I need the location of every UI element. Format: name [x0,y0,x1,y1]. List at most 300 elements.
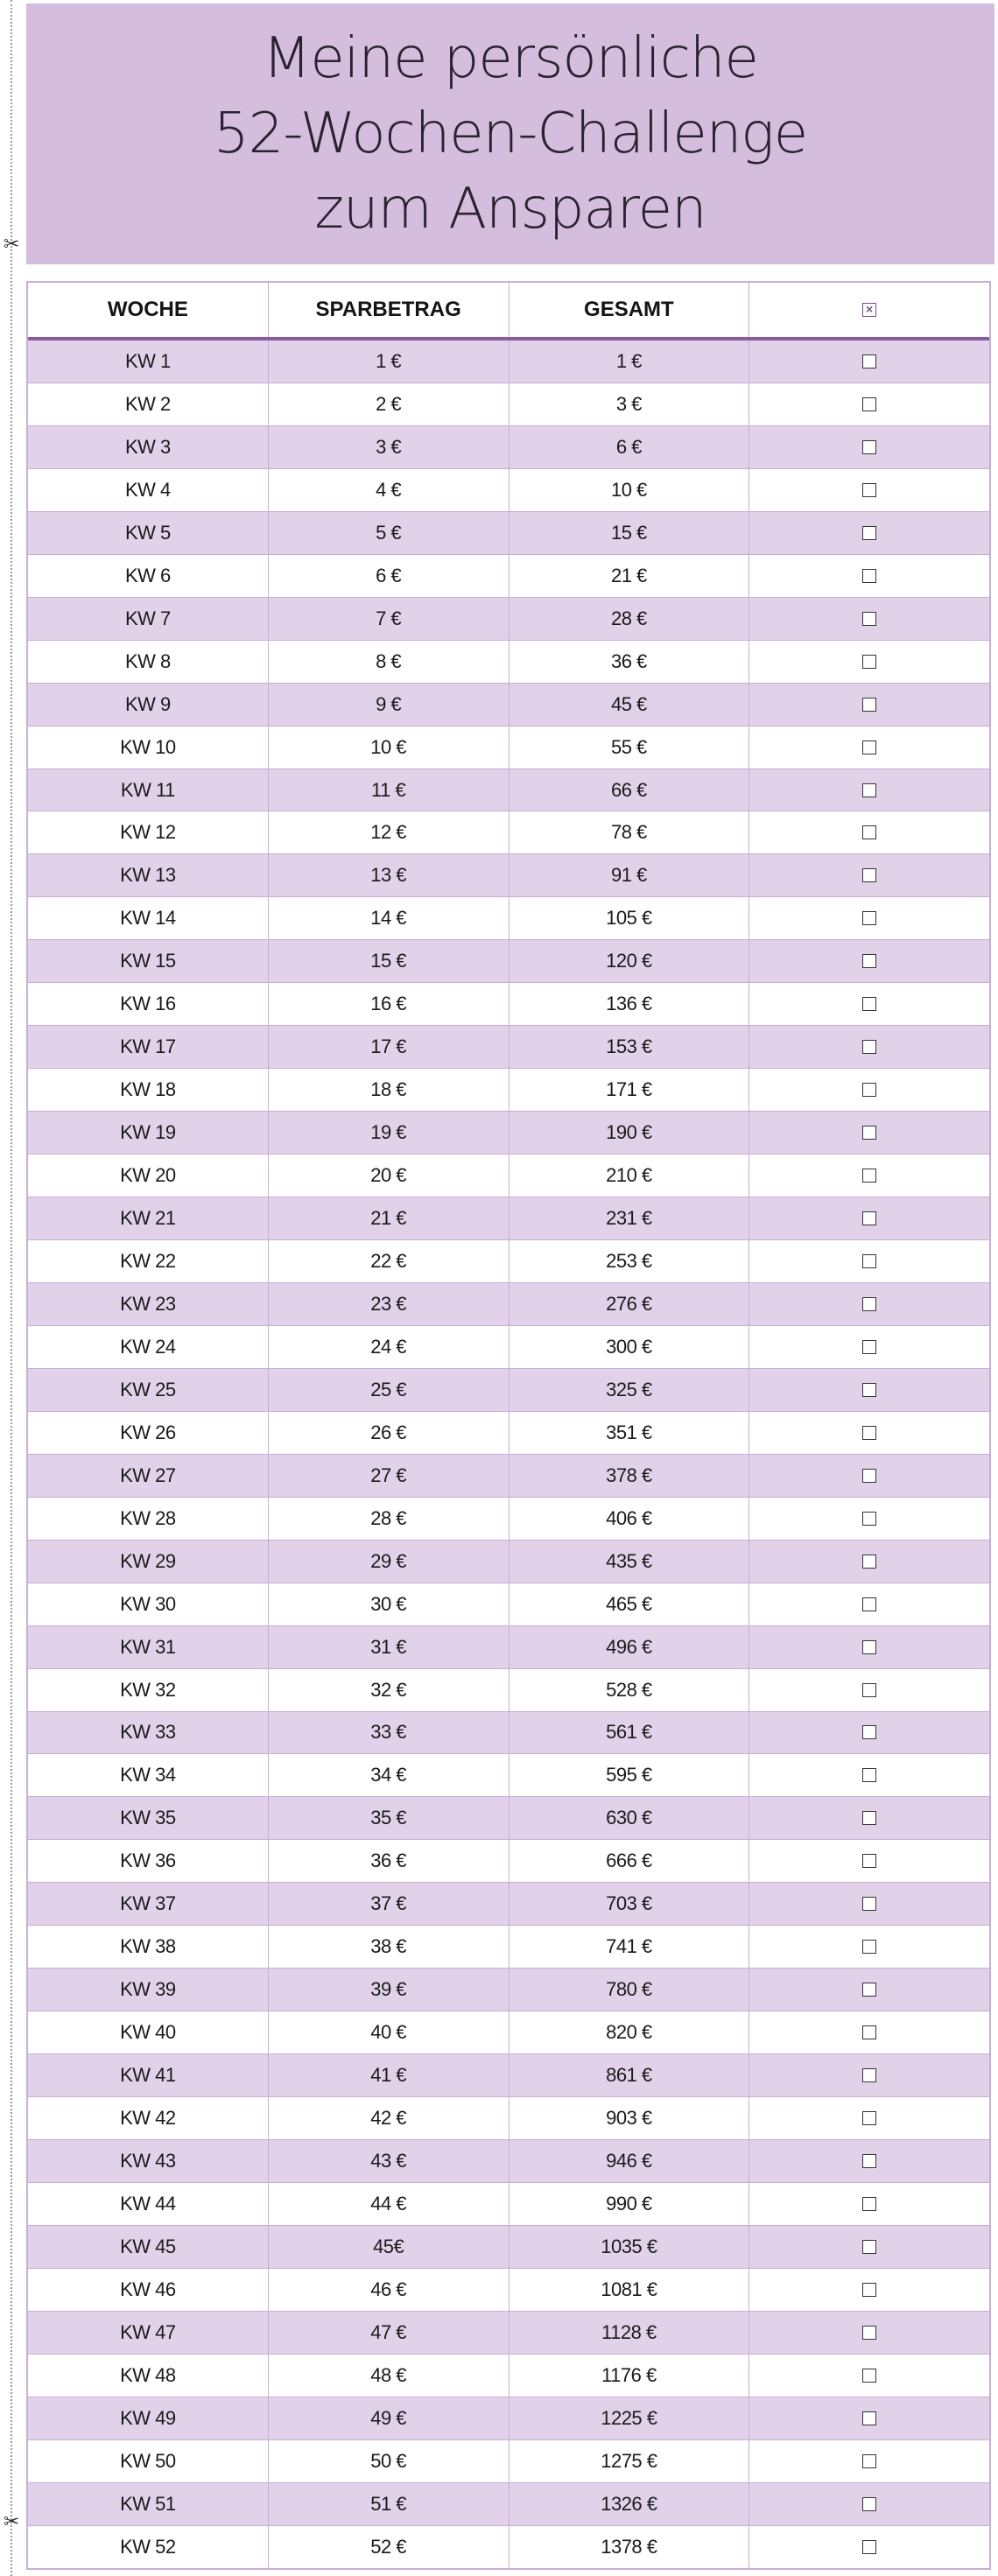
amount-cell: 33 € [269,1712,510,1754]
table-row [28,1283,989,1326]
table-row [28,769,989,812]
amount-cell: 27 € [269,1455,510,1497]
table-row [28,2483,989,2526]
checkbox-icon[interactable] [862,1126,876,1140]
amount-cell: 17 € [269,1026,510,1068]
savings-table [26,281,991,2570]
column-header-check [749,283,989,337]
week-cell: KW 18 [28,1069,269,1111]
total-cell: 741 € [510,1926,750,1968]
checkbox-icon[interactable] [862,1897,876,1911]
amount-cell: 31 € [269,1626,510,1668]
checkbox-icon[interactable] [862,1683,876,1697]
check-cell [749,2140,989,2182]
week-cell: KW 45 [28,2226,269,2268]
amount-cell: 49 € [269,2397,510,2439]
week-cell: KW 13 [28,854,269,896]
checkbox-icon[interactable] [862,1254,876,1268]
total-cell: 1176 € [510,2355,750,2397]
week-cell: KW 20 [28,1155,269,1197]
amount-cell: 12 € [269,811,510,853]
table-row [28,1197,989,1240]
check-cell [749,2440,989,2482]
total-cell: 406 € [510,1498,750,1540]
week-cell: KW 29 [28,1541,269,1583]
week-cell: KW 21 [28,1197,269,1239]
checkbox-icon[interactable] [862,1083,876,1097]
checkbox-icon[interactable] [862,2497,876,2511]
cut-line [11,0,12,2576]
check-cell [749,726,989,769]
amount-cell: 20 € [269,1155,510,1197]
title-line: Meine persönliche [263,26,758,91]
amount-cell: 2 € [269,383,510,425]
amount-cell: 23 € [269,1283,510,1325]
table-row [28,598,989,641]
checkbox-icon[interactable] [862,354,876,369]
checkbox-icon[interactable] [862,2369,876,2383]
table-row [28,2526,989,2569]
checkbox-icon[interactable] [862,1725,876,1739]
checkbox-icon[interactable] [862,1768,876,1782]
amount-cell: 52 € [269,2526,510,2568]
checkbox-icon[interactable] [862,954,876,968]
check-cell [749,1412,989,1454]
week-cell: KW 9 [28,684,269,726]
week-cell: KW 38 [28,1926,269,1968]
check-cell [749,2397,989,2439]
check-cell [749,854,989,896]
total-cell: 325 € [510,1369,750,1411]
amount-cell: 43 € [269,2140,510,2182]
total-cell: 1326 € [510,2483,750,2525]
checkbox-icon[interactable] [862,997,876,1011]
total-cell: 1081 € [510,2269,750,2311]
check-cell [749,1840,989,1882]
checkbox-icon[interactable] [862,655,876,669]
checkbox-icon[interactable] [862,1340,876,1354]
table-row [28,1240,989,1283]
total-cell: 105 € [510,897,750,939]
table-row [28,2355,989,2397]
check-cell [749,1069,989,1111]
checkbox-icon[interactable] [862,1640,876,1654]
week-cell: KW 27 [28,1455,269,1497]
week-cell: KW 3 [28,426,269,468]
table-row [28,555,989,598]
total-cell: 630 € [510,1797,750,1839]
amount-cell: 39 € [269,1969,510,2011]
week-cell: KW 44 [28,2183,269,2225]
table-row [28,1754,989,1797]
amount-cell: 34 € [269,1754,510,1796]
week-cell: KW 5 [28,512,269,554]
amount-cell: 36 € [269,1840,510,1882]
checkbox-icon[interactable] [862,698,876,712]
checked-box-icon: × [862,303,876,317]
checkbox-icon[interactable] [862,2240,876,2254]
table-row [28,811,989,854]
check-cell [749,1240,989,1282]
check-cell [749,2097,989,2139]
table-row [28,1712,989,1755]
checkbox-icon[interactable] [862,483,876,497]
week-cell: KW 17 [28,1026,269,1068]
week-cell: KW 30 [28,1583,269,1625]
check-cell [749,383,989,425]
week-cell: KW 24 [28,1326,269,1368]
checkbox-icon[interactable] [862,911,876,925]
week-cell: KW 19 [28,1112,269,1154]
total-cell: 3 € [510,383,750,425]
checkbox-icon[interactable] [862,1597,876,1611]
checkbox-icon[interactable] [862,2326,876,2340]
check-cell [749,1883,989,1925]
total-cell: 435 € [510,1541,750,1583]
amount-cell: 40 € [269,2011,510,2053]
table-row [28,2269,989,2312]
checkbox-icon[interactable] [862,2454,876,2468]
checkbox-icon[interactable] [862,2197,876,2211]
check-cell [749,1283,989,1325]
amount-cell: 35 € [269,1797,510,1839]
total-cell: 378 € [510,1455,750,1497]
amount-cell: 29 € [269,1541,510,1583]
total-cell: 171 € [510,1069,750,1111]
amount-cell: 9 € [269,684,510,726]
checkbox-icon[interactable] [862,1811,876,1825]
table-row [28,1112,989,1155]
check-cell [749,983,989,1025]
check-cell [749,340,989,383]
amount-cell: 3 € [269,426,510,468]
checkbox-icon[interactable] [862,1169,876,1183]
amount-cell: 41 € [269,2054,510,2096]
week-cell: KW 2 [28,383,269,425]
amount-cell: 28 € [269,1498,510,1540]
checkbox-icon[interactable] [862,1512,876,1526]
table-row [28,2312,989,2355]
table-row [28,340,989,383]
table-row [28,1155,989,1197]
table-row [28,1883,989,1926]
week-cell: KW 4 [28,469,269,511]
total-cell: 561 € [510,1712,750,1754]
week-cell: KW 14 [28,897,269,939]
check-cell [749,1926,989,1968]
amount-cell: 11 € [269,769,510,811]
amount-cell: 42 € [269,2097,510,2139]
table-row [28,2011,989,2054]
total-cell: 15 € [510,512,750,554]
total-cell: 595 € [510,1754,750,1796]
check-cell [749,1797,989,1839]
checkbox-icon[interactable] [862,825,876,839]
checkbox-icon[interactable] [862,2411,876,2425]
table-row [28,2440,989,2483]
week-cell: KW 10 [28,726,269,769]
week-cell: KW 23 [28,1283,269,1325]
check-cell [749,1583,989,1625]
table-row [28,2183,989,2226]
amount-cell: 47 € [269,2312,510,2354]
week-cell: KW 35 [28,1797,269,1839]
total-cell: 231 € [510,1197,750,1239]
checkbox-icon[interactable] [862,1854,876,1868]
week-cell: KW 12 [28,811,269,853]
check-cell [749,598,989,640]
scissors-icon: ✂ [4,234,20,256]
checkbox-icon[interactable] [862,440,876,454]
table-row [28,1326,989,1369]
check-cell [749,1112,989,1154]
total-cell: 780 € [510,1969,750,2011]
table-row [28,983,989,1026]
amount-cell: 21 € [269,1197,510,1239]
table-row [28,1626,989,1669]
checkbox-icon[interactable] [862,2111,876,2125]
amount-cell: 45€ [269,2226,510,2268]
week-cell: KW 51 [28,2483,269,2525]
table-row [28,684,989,726]
table-header-row [28,283,989,340]
check-cell [749,1155,989,1197]
total-cell: 703 € [510,1883,750,1925]
total-cell: 253 € [510,1240,750,1282]
total-cell: 21 € [510,555,750,597]
checkbox-icon[interactable] [862,741,876,755]
amount-cell: 24 € [269,1326,510,1368]
check-cell [749,1969,989,2011]
week-cell: KW 50 [28,2440,269,2482]
total-cell: 351 € [510,1412,750,1454]
amount-cell: 13 € [269,854,510,896]
amount-cell: 16 € [269,983,510,1025]
check-cell [749,641,989,683]
checkbox-icon[interactable] [862,397,876,411]
amount-cell: 30 € [269,1583,510,1625]
check-cell [749,2526,989,2568]
amount-cell: 46 € [269,2269,510,2311]
amount-cell: 1 € [269,340,510,383]
week-cell: KW 8 [28,641,269,683]
check-cell [749,940,989,982]
column-header-woche: WOCHE [28,283,269,337]
table-row [28,2397,989,2440]
table-row [28,1583,989,1626]
amount-cell: 8 € [269,641,510,683]
checkbox-icon[interactable] [862,1040,876,1054]
amount-cell: 26 € [269,1412,510,1454]
total-cell: 10 € [510,469,750,511]
table-row [28,854,989,897]
checkbox-icon[interactable] [862,2283,876,2297]
checkbox-icon[interactable] [862,1383,876,1397]
total-cell: 1225 € [510,2397,750,2439]
check-cell [749,811,989,853]
check-cell [749,2011,989,2053]
checkbox-icon[interactable] [862,2025,876,2039]
total-cell: 300 € [510,1326,750,1368]
check-cell [749,426,989,468]
check-cell [749,2054,989,2096]
amount-cell: 15 € [269,940,510,982]
checkbox-icon[interactable] [862,1555,876,1569]
check-cell [749,897,989,939]
total-cell: 1128 € [510,2312,750,2354]
checkbox-icon[interactable] [862,1983,876,1997]
checkbox-icon[interactable] [862,783,876,797]
table-row [28,726,989,769]
total-cell: 990 € [510,2183,750,2225]
week-cell: KW 40 [28,2011,269,2053]
check-cell [749,769,989,811]
checkbox-icon[interactable] [862,1469,876,1483]
amount-cell: 19 € [269,1112,510,1154]
check-cell [749,2312,989,2354]
week-cell: KW 46 [28,2269,269,2311]
total-cell: 1 € [510,340,750,383]
check-cell [749,1369,989,1411]
scissors-icon: ✂ [4,2511,20,2533]
week-cell: KW 37 [28,1883,269,1925]
week-cell: KW 49 [28,2397,269,2439]
total-cell: 91 € [510,854,750,896]
total-cell: 66 € [510,769,750,811]
checkbox-icon[interactable] [862,1426,876,1440]
total-cell: 55 € [510,726,750,769]
checkbox-icon[interactable] [862,1940,876,1954]
table-row [28,1669,989,1712]
check-cell [749,1754,989,1796]
table-row [28,641,989,684]
table-row [28,1412,989,1455]
total-cell: 1378 € [510,2526,750,2568]
table-row [28,2140,989,2183]
total-cell: 28 € [510,598,750,640]
table-row [28,897,989,940]
checkbox-icon[interactable] [862,526,876,540]
week-cell: KW 15 [28,940,269,982]
total-cell: 465 € [510,1583,750,1625]
checkbox-icon[interactable] [862,2540,876,2554]
total-cell: 1035 € [510,2226,750,2268]
week-cell: KW 16 [28,983,269,1025]
check-cell [749,1626,989,1668]
check-cell [749,1326,989,1368]
check-cell [749,512,989,554]
table-row [28,2097,989,2140]
week-cell: KW 41 [28,2054,269,2096]
table-row [28,383,989,426]
week-cell: KW 7 [28,598,269,640]
title-line: 52-Wochen-Challenge [213,102,808,166]
week-cell: KW 31 [28,1626,269,1668]
week-cell: KW 39 [28,1969,269,2011]
week-cell: KW 42 [28,2097,269,2139]
total-cell: 136 € [510,983,750,1025]
amount-cell: 10 € [269,726,510,769]
total-cell: 190 € [510,1112,750,1154]
table-row [28,1026,989,1069]
amount-cell: 4 € [269,469,510,511]
week-cell: KW 26 [28,1412,269,1454]
total-cell: 903 € [510,2097,750,2139]
total-cell: 528 € [510,1669,750,1711]
checkbox-icon[interactable] [862,2068,876,2082]
table-body [28,340,989,2569]
table-row [28,1797,989,1840]
column-header-sparbetrag: SPARBETRAG [269,283,510,337]
table-row [28,426,989,469]
table-row [28,940,989,983]
check-cell [749,1455,989,1497]
week-cell: KW 47 [28,2312,269,2354]
checkbox-icon[interactable] [862,2154,876,2168]
amount-cell: 51 € [269,2483,510,2525]
checkbox-icon[interactable] [862,612,876,626]
check-cell [749,684,989,726]
amount-cell: 5 € [269,512,510,554]
week-cell: KW 52 [28,2526,269,2568]
week-cell: KW 28 [28,1498,269,1540]
table-row [28,469,989,512]
total-cell: 276 € [510,1283,750,1325]
check-cell [749,469,989,511]
amount-cell: 6 € [269,555,510,597]
table-row [28,2054,989,2097]
amount-cell: 37 € [269,1883,510,1925]
check-cell [749,2269,989,2311]
amount-cell: 48 € [269,2355,510,2397]
table-row [28,1369,989,1412]
check-cell [749,1026,989,1068]
checkbox-icon[interactable] [862,1297,876,1311]
checkbox-icon[interactable] [862,868,876,882]
week-cell: KW 25 [28,1369,269,1411]
checkbox-icon[interactable] [862,1211,876,1225]
total-cell: 36 € [510,641,750,683]
check-cell [749,1541,989,1583]
total-cell: 1275 € [510,2440,750,2482]
total-cell: 120 € [510,940,750,982]
column-header-gesamt: GESAMT [510,283,750,337]
check-cell [749,1498,989,1540]
checkbox-icon[interactable] [862,569,876,583]
week-cell: KW 34 [28,1754,269,1796]
table-row [28,1926,989,1969]
total-cell: 861 € [510,2054,750,2096]
total-cell: 666 € [510,1840,750,1882]
total-cell: 153 € [510,1026,750,1068]
amount-cell: 50 € [269,2440,510,2482]
check-cell [749,2226,989,2268]
amount-cell: 38 € [269,1926,510,1968]
week-cell: KW 33 [28,1712,269,1754]
total-cell: 78 € [510,811,750,853]
amount-cell: 14 € [269,897,510,939]
total-cell: 946 € [510,2140,750,2182]
amount-cell: 32 € [269,1669,510,1711]
page-title [214,21,807,247]
total-cell: 45 € [510,684,750,726]
week-cell: KW 22 [28,1240,269,1282]
week-cell: KW 48 [28,2355,269,2397]
table-row [28,1455,989,1498]
week-cell: KW 6 [28,555,269,597]
table-row [28,1069,989,1112]
amount-cell: 18 € [269,1069,510,1111]
